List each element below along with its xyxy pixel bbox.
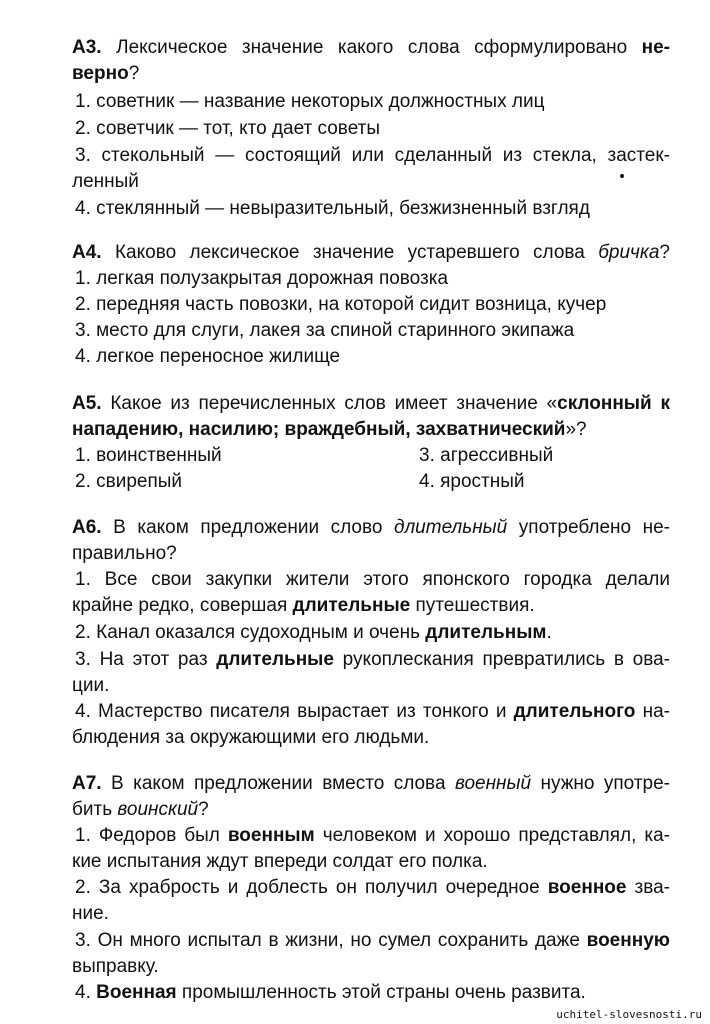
option-a6-2: 2. Канал оказался судоходным и очень длительным. bbox=[75, 622, 552, 643]
question-a5-prompt-cont: нападению, насилию; враждебный, захватнический»? bbox=[72, 419, 587, 440]
question-a7-prompt: А7. В каком предложении вместо слова военный нужно употре- bbox=[72, 773, 670, 794]
option-a7-1-cont: кие испытания ждут впереди солдат его полка. bbox=[72, 851, 488, 872]
option-a5-3: 3. агрессивный bbox=[419, 445, 554, 466]
option-a7-2-cont: ние. bbox=[72, 903, 109, 924]
question-a6-prompt-cont: правильно? bbox=[72, 543, 177, 564]
option-a5-row-1 bbox=[75, 443, 670, 470]
option-a4-2: 2. передняя часть повозки, на которой сидит возница, кучер bbox=[75, 294, 607, 315]
option-a6-3: 3. На этот раз длительные рукоплескания превратились в ова- bbox=[75, 649, 671, 670]
option-a6-3-cont: ции. bbox=[72, 675, 110, 696]
option-a6-1: 1. Все свои закупки жители этого японского городка делали bbox=[75, 569, 670, 590]
question-a5-prompt: А5. Какое из перечисленных слов имеет значение «склонный к bbox=[72, 393, 670, 414]
question-a3-prompt-cont: верно? bbox=[72, 63, 140, 84]
question-a3-prompt: А3. Лексическое значение какого слова сформулировано не- bbox=[72, 37, 671, 58]
option-a6-1-cont: крайне редко, совершая длительные путешествия. bbox=[72, 595, 535, 616]
option-a7-2: 2. За храбрость и доблесть он получил очередное военное зва- bbox=[75, 877, 670, 898]
option-a3-3-cont: ленный bbox=[72, 171, 139, 192]
option-a3-4: 4. стеклянный — невыразительный, безжизненный взгляд bbox=[75, 198, 590, 219]
option-a6-4: 4. Мастерство писателя вырастает из тонкого и длительного на- bbox=[75, 701, 670, 722]
option-a5-row-2 bbox=[75, 469, 670, 496]
option-a7-3-cont: выправку. bbox=[72, 956, 159, 977]
option-a5-2: 2. свирепый bbox=[75, 471, 183, 492]
option-a3-2: 2. советчик — тот, кто дает советы bbox=[75, 118, 380, 139]
option-a4-4: 4. легкое переносное жилище bbox=[75, 346, 341, 367]
watermark: uchitel-slovesnosti.ru bbox=[556, 1008, 702, 1021]
option-a3-1: 1. советник — название некоторых должностных лиц bbox=[75, 91, 545, 112]
option-a4-1: 1. легкая полузакрытая дорожная повозка bbox=[75, 268, 449, 289]
question-a6-prompt: А6. В каком предложении слово длительный употреблено не- bbox=[72, 517, 671, 538]
option-a4-3: 3. место для слуги, лакея за спиной старинного экипажа bbox=[75, 320, 575, 341]
option-a3-3: 3. стекольный — состоящий или сделанный из стекла, застек- bbox=[75, 145, 670, 166]
option-a6-4-cont: блюдения за окружающими его людьми. bbox=[72, 727, 430, 748]
option-a7-3: 3. Он много испытал в жизни, но сумел сохранить даже военную bbox=[75, 930, 670, 951]
option-a5-4: 4. яростный bbox=[419, 471, 525, 492]
question-a7-prompt-cont: бить воинский? bbox=[72, 799, 209, 820]
option-a7-1: 1. Федоров был военным человеком и хорошо представлял, ка- bbox=[75, 825, 670, 846]
option-a5-1: 1. воинственный bbox=[75, 445, 222, 466]
option-a7-4: 4. Военная промышленность этой страны очень развита. bbox=[75, 982, 586, 1003]
question-a4-prompt: А4. Каково лексическое значение устаревшего слова бричка? bbox=[72, 242, 670, 263]
stray-dot bbox=[620, 174, 624, 178]
